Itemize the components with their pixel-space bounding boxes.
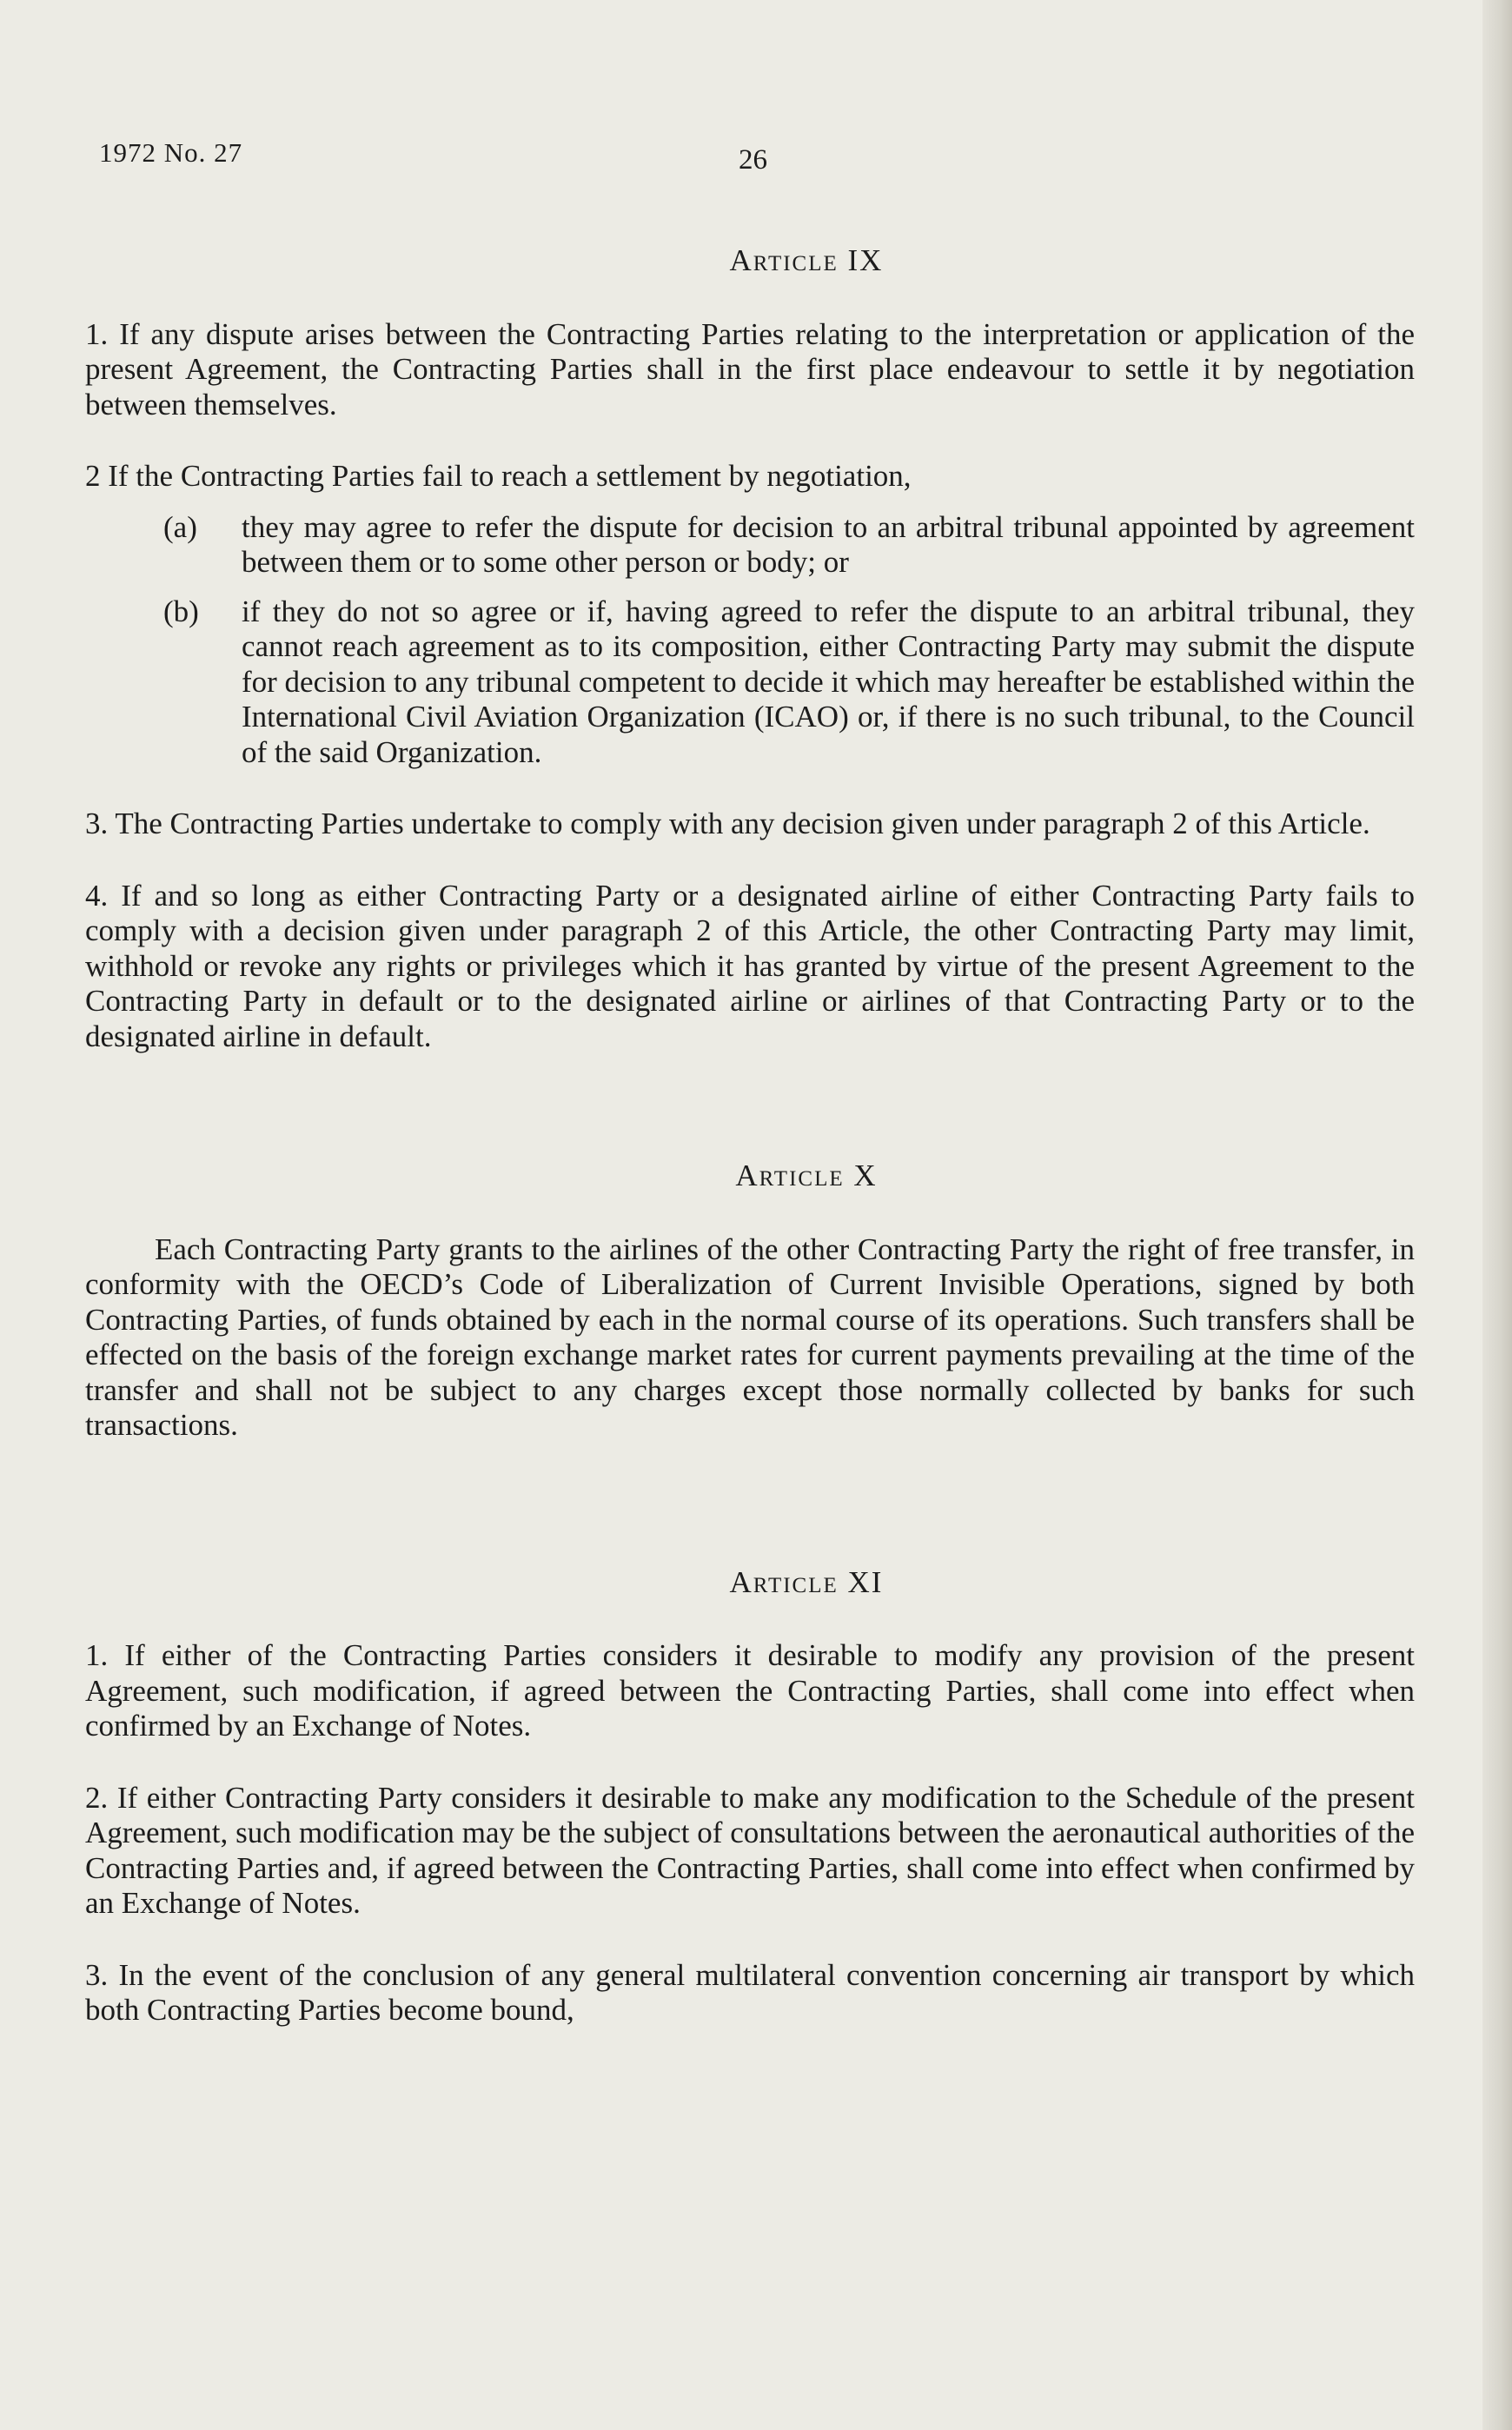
item-b-label: (b) (163, 594, 199, 628)
article-ix-paragraph-4: 4. If and so long as either Contracting Party or a designated airline of either Contracting Party fails to comply with a decision given under paragraph 2 of this Article, the other Contracting Party may limit, withhold or revoke any rights or privileges which it has granted by virtue of the present Agreement to the Contracting Party in default or to the designated airline or airlines of that Contracting Party or to the designated airline in default. (85, 878, 1415, 1053)
page-edge-shadow (1482, 0, 1512, 2430)
article-ix-item-a (85, 510, 1415, 581)
section-spacer (85, 1091, 1415, 1159)
section-spacer (85, 1480, 1415, 1565)
article-ix-item-b (85, 594, 1415, 771)
article-xi-heading: Article XI (729, 1564, 884, 1599)
article-ix-paragraph-2: 2 If the Contracting Parties fail to reach a settlement by negotiation, (85, 459, 912, 493)
document-reference: 1972 No. 27 (99, 137, 243, 168)
article-ix-paragraph-3: 3. The Contracting Parties undertake to comply with any decision given under paragraph 2 of this Article. (85, 807, 1370, 840)
article-x-paragraph-1: Each Contracting Party grants to the airlines of the other Contracting Party the right of free transfer, in conformity with the OECD’s Code of Liberalization of Current Invisible Operations, signed by both Contracting Parties, of funds obtained by each in the normal course of its operations. Such transfers shall be effected on the basis of the foreign exchange market rates for current payments prevailing at the time of the transfer and shall not be subject to any charges except those normally collected by banks for such transactions. (85, 1232, 1415, 1442)
article-x-heading: Article X (735, 1159, 878, 1192)
item-b-text: if they do not so agree or if, having agreed to refer the dispute to an arbitral tribunal, they cannot reach agreement as to its composition, either Contracting Party may submit the dispute for decision to any tribunal competent to decide it which may hereafter be established within the International Civil Aviation Organization (ICAO) or, if there is no such tribunal, to the Council of the said Organization. (242, 594, 1415, 769)
item-a-text: they may agree to refer the dispute for decision to an arbitral tribunal appointed by agreement between them or to some other person or body; or (242, 509, 1415, 579)
article-ix-heading: Article IX (729, 243, 884, 277)
page-number: 26 (739, 144, 767, 176)
item-a-label: (a) (163, 509, 197, 544)
article-xi-paragraph-1: 1. If either of the Contracting Parties considers it desirable to modify any provision of the present Agreement, such modification, if agreed between the Contracting Parties, shall come into effect when confirmed by an Exchange of Notes. (85, 1638, 1415, 1743)
article-xi-paragraph-3: 3. In the event of the conclusion of any general multilateral convention concerning air transport by which both Contracting Parties become bound, (85, 1957, 1415, 2027)
article-ix-paragraph-1: 1. If any dispute arises between the Contracting Parties relating to the interpretation or application of the present Agreement, the Contracting Parties shall in the first place endeavour to settle it by negotiation between themselves. (85, 316, 1415, 422)
document-body (85, 243, 1415, 2065)
article-xi-paragraph-2: 2. If either Contracting Party considers it desirable to make any modification to the Schedule of the present Agreement, such modification may be the subject of consultations between the aeronautical authorities of the Contracting Parties and, if agreed between the Contracting Parties, shall come into effect when confirmed by an Exchange of Notes. (85, 1780, 1415, 1920)
